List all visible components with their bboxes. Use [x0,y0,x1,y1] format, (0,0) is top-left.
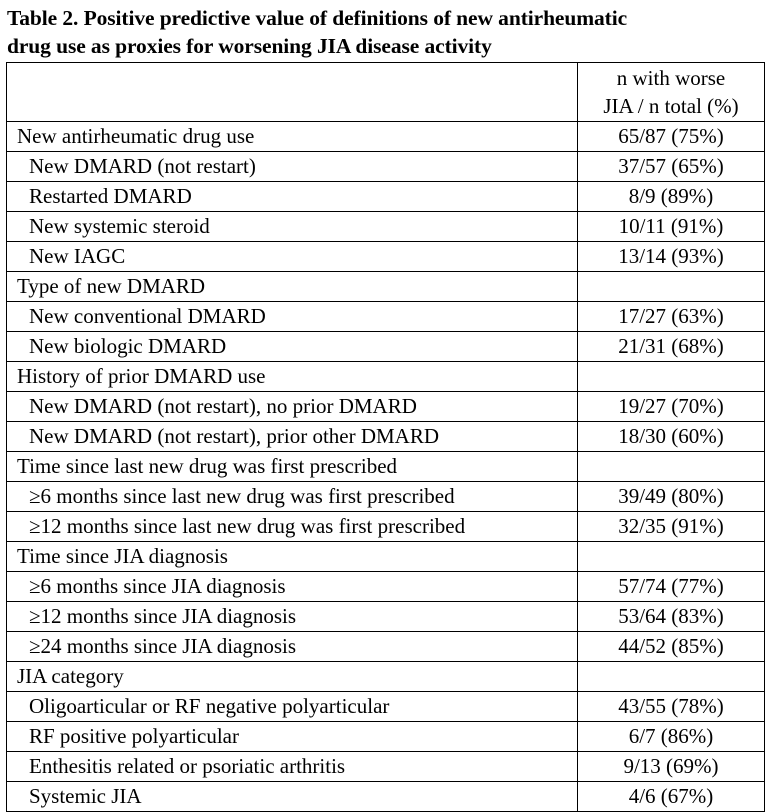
row-label: New DMARD (not restart), no prior DMARD [7,392,578,422]
table-row [7,122,765,152]
table-row [7,752,765,782]
row-value: 32/35 (91%) [578,512,765,542]
table-row [7,452,765,482]
row-value [578,272,765,302]
table-row [7,692,765,722]
row-value: 6/7 (86%) [578,722,765,752]
table-row [7,512,765,542]
row-value: 19/27 (70%) [578,392,765,422]
row-label: Time since JIA diagnosis [7,542,578,572]
row-label: Systemic JIA [7,782,578,812]
row-label: Type of new DMARD [7,272,578,302]
table-row [7,602,765,632]
row-label: Time since last new drug was first prescribed [7,452,578,482]
table-row [7,302,765,332]
header-value-cell [578,63,765,122]
table-row [7,632,765,662]
table-row [7,362,765,392]
row-value: 65/87 (75%) [578,122,765,152]
row-label: History of prior DMARD use [7,362,578,392]
table-row [7,722,765,752]
ppv-table [6,62,765,812]
table-row [7,572,765,602]
row-label: New DMARD (not restart), prior other DMARD [7,422,578,452]
header-label-cell [7,63,578,122]
row-label: New biologic DMARD [7,332,578,362]
row-label: New DMARD (not restart) [7,152,578,182]
table-row [7,332,765,362]
row-value: 21/31 (68%) [578,332,765,362]
row-label: New IAGC [7,242,578,272]
table-row [7,392,765,422]
document [6,4,766,812]
row-label: New systemic steroid [7,212,578,242]
row-value: 43/55 (78%) [578,692,765,722]
header-value-line-2: JIA / n total (%) [603,94,739,118]
row-value: 18/30 (60%) [578,422,765,452]
row-value: 37/57 (65%) [578,152,765,182]
row-value: 8/9 (89%) [578,182,765,212]
table-row [7,152,765,182]
row-label: ≥12 months since last new drug was first prescribed [7,512,578,542]
header-row [7,63,765,122]
table-row [7,182,765,212]
row-label: New antirheumatic drug use [7,122,578,152]
table-row [7,422,765,452]
row-label: New conventional DMARD [7,302,578,332]
row-label: RF positive polyarticular [7,722,578,752]
table-row [7,242,765,272]
row-label: Enthesitis related or psoriatic arthritis [7,752,578,782]
row-value [578,362,765,392]
row-value [578,662,765,692]
row-label: JIA category [7,662,578,692]
row-value: 9/13 (69%) [578,752,765,782]
row-value: 10/11 (91%) [578,212,765,242]
row-value: 17/27 (63%) [578,302,765,332]
row-value: 53/64 (83%) [578,602,765,632]
row-label: ≥24 months since JIA diagnosis [7,632,578,662]
row-value: 44/52 (85%) [578,632,765,662]
caption-line-1: Table 2. Positive predictive value of definitions of new antirheumatic [7,6,628,30]
row-value: 57/74 (77%) [578,572,765,602]
table-row [7,272,765,302]
table-row [7,482,765,512]
table-row [7,782,765,812]
row-label: ≥6 months since last new drug was first prescribed [7,482,578,512]
table-caption [7,4,766,60]
table-row [7,662,765,692]
row-label: ≥6 months since JIA diagnosis [7,572,578,602]
row-label: Oligoarticular or RF negative polyarticular [7,692,578,722]
row-value: 13/14 (93%) [578,242,765,272]
header-value-line-1: n with worse [616,66,726,90]
row-label: Restarted DMARD [7,182,578,212]
row-value: 39/49 (80%) [578,482,765,512]
row-value [578,452,765,482]
table-row [7,542,765,572]
row-value [578,542,765,572]
caption-line-2: drug use as proxies for worsening JIA disease activity [7,34,492,58]
table-row [7,212,765,242]
row-value: 4/6 (67%) [578,782,765,812]
row-label: ≥12 months since JIA diagnosis [7,602,578,632]
